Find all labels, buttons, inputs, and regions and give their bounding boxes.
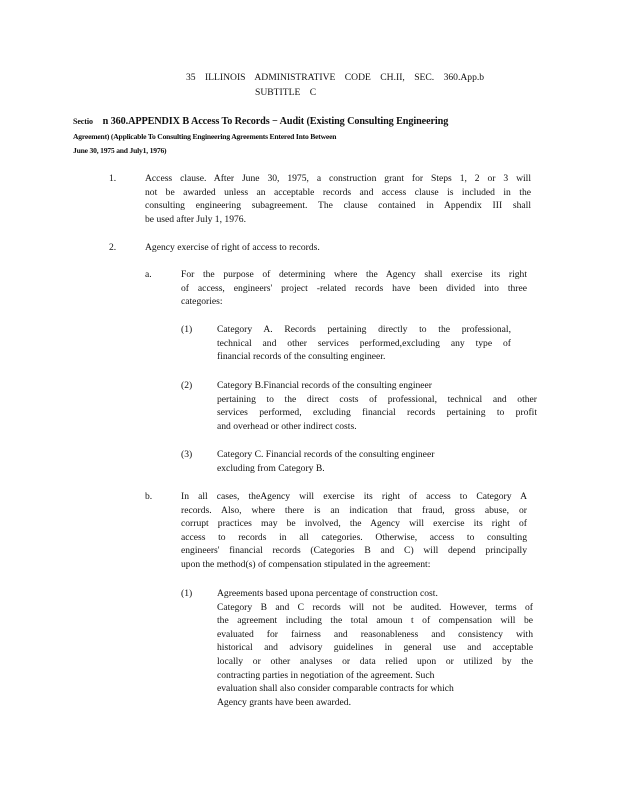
paragraph-line: For the purpose of determining where the Agency shall exercise its right — [181, 269, 527, 280]
subitem-b-paragraph — [181, 490, 527, 572]
paragraph-line: Agency grants have been awarded. — [217, 696, 351, 708]
paragraph-line: be used after July 1, 1976. — [145, 213, 246, 225]
item-1-number: 1. — [109, 173, 117, 184]
paragraph-line: In all cases, theAgency will exercise its right of access to Category A — [181, 491, 527, 502]
category-2-paragraph — [217, 379, 537, 433]
paragraph-line: services performed, excluding financial records pertaining to profit — [217, 407, 537, 419]
paragraph-line: consulting engineering subagreement. The clause contained in Appendix III shall — [145, 200, 531, 212]
category-1-number: (1) — [181, 324, 193, 335]
paragraph-line: contracting parties in negotiation of the agreement. Such — [217, 669, 435, 681]
paragraph-line: evaluation shall also consider comparable contracts for which — [217, 683, 454, 695]
paragraph-line: upon the method(s) of compensation stipulated in the agreement: — [181, 558, 431, 570]
item-1-paragraph — [145, 172, 531, 226]
paragraph-line: not be awarded unless an acceptable records and access clause is included in the — [145, 186, 531, 198]
paragraph-line: corrupt practices may be involved, the Agency will exercise its right of — [181, 518, 527, 530]
paragraph-line: engineers' financial records (Categories B and C) will depend principally — [181, 545, 527, 557]
paragraph-line: evaluated for fairness and reasonableness and consistency with — [217, 628, 533, 640]
category-3-paragraph — [217, 448, 511, 475]
category-2-number: (2) — [181, 380, 193, 391]
section-subtitle-line2: June 30, 1975 and July1, 1976) — [73, 146, 167, 155]
subitem-b-1-number: (1) — [181, 588, 193, 599]
paragraph-line: of access, engineers' project -related records have been divided into three — [181, 282, 527, 294]
subitem-b-1-paragraph — [217, 587, 533, 709]
paragraph-line: technical and other services performed,excluding any type of — [217, 337, 511, 349]
paragraph-line: the agreement including the total amoun t of compensation will be — [217, 615, 533, 627]
paragraph-line: Category B and C records will not be audited. However, terms of — [217, 601, 533, 613]
paragraph-line: and overhead or other indirect costs. — [217, 420, 357, 432]
paragraph-line: financial records of the consulting engineer. — [217, 351, 386, 363]
paragraph-line: records. Also, where there is an indication that fraud, gross abuse, or — [181, 504, 527, 516]
subitem-a-label: a. — [145, 269, 152, 280]
page-header-line2: SUBTITLE C — [255, 87, 317, 98]
paragraph-line: Access clause. After June 30, 1975, a construction grant for Steps 1, 2 or 3 will — [145, 173, 531, 184]
paragraph-line: Category B.Financial records of the consulting engineer — [217, 380, 432, 391]
section-subtitle-line1: Agreement) (Applicable To Consulting Engineering Agreements Entered Into Between — [73, 132, 337, 141]
section-prefix: Sectio — [73, 117, 93, 126]
paragraph-line: Category C. Financial records of the consulting engineer — [217, 449, 435, 460]
paragraph-line: excluding from Category B. — [217, 462, 325, 474]
page-header-line1: 35 ILLINOIS ADMINISTRATIVE CODE CH.II, SEC. 360.App.b — [186, 72, 485, 83]
section-title-text: n 360.APPENDIX B Access To Records − Audit (Existing Consulting Engineering — [102, 116, 449, 127]
subitem-b-label: b. — [145, 491, 153, 502]
section-title — [73, 115, 448, 129]
paragraph-line: Agreements based upona percentage of construction cost. — [217, 588, 438, 599]
paragraph-line: Agency exercise of right of access to records. — [145, 242, 320, 253]
item-2-paragraph — [145, 241, 531, 255]
paragraph-line: access to records in all categories. Otherwise, access to consulting — [181, 531, 527, 543]
paragraph-line: categories: — [181, 296, 223, 308]
item-2-number: 2. — [109, 242, 117, 253]
paragraph-line: locally or other analyses or data relied upon or utilized by the — [217, 655, 533, 667]
paragraph-line: historical and advisory guidelines in general use and acceptable — [217, 642, 533, 654]
paragraph-line: Category A. Records pertaining directly to the professional, — [217, 324, 511, 335]
subitem-a-paragraph — [181, 268, 527, 309]
paragraph-line: pertaining to the direct costs of professional, technical and other — [217, 393, 537, 405]
category-3-number: (3) — [181, 449, 193, 460]
category-1-paragraph — [217, 323, 511, 364]
